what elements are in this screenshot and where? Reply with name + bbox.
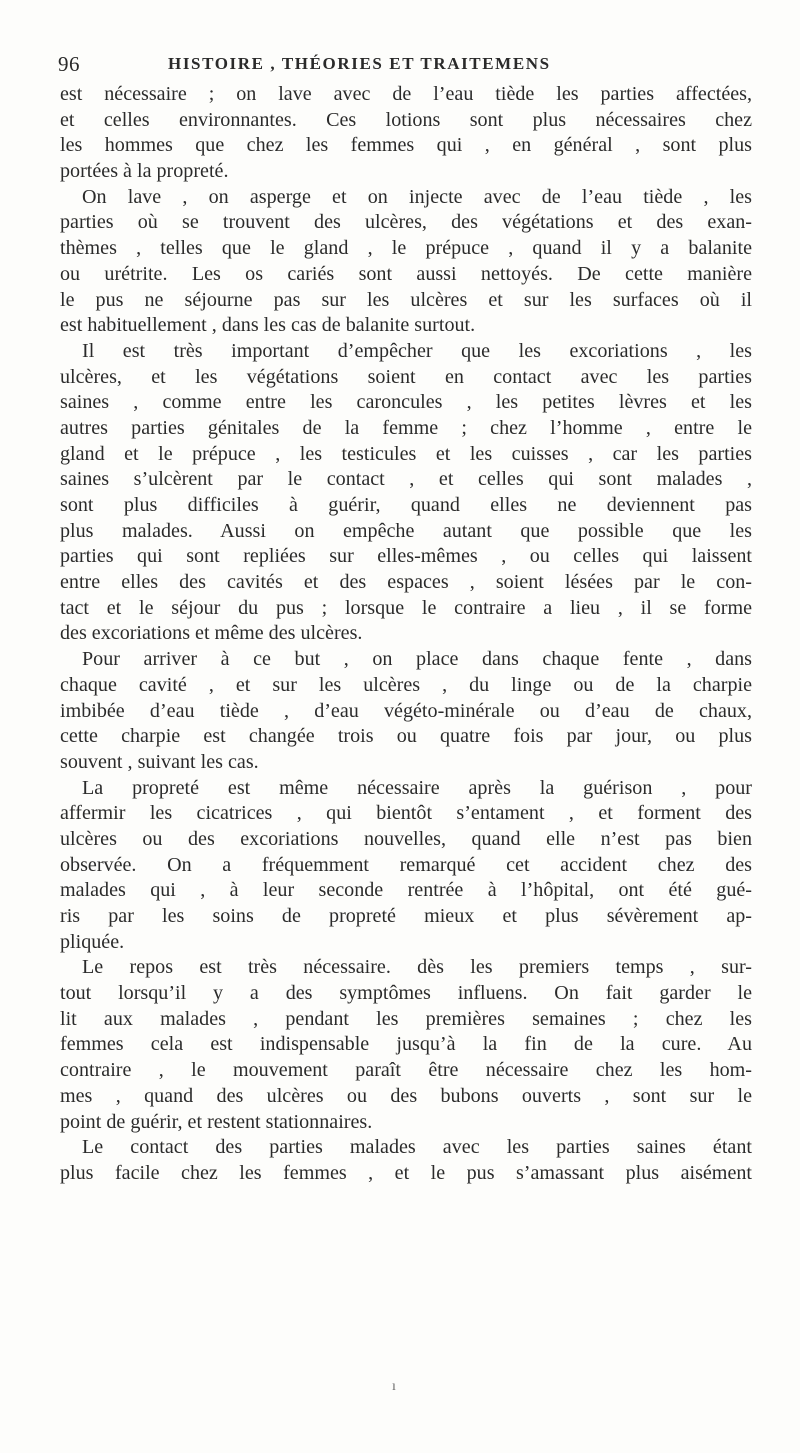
text-line: Le repos est très nécessaire. dès les premiers temps , sur- xyxy=(82,956,752,979)
text-line: tact et le séjour du pus ; lorsque le contraire a lieu , il se forme xyxy=(60,596,752,619)
text-line: pliquée. xyxy=(60,930,125,953)
text-line: les hommes que chez les femmes qui , en général , sont plus xyxy=(60,134,752,157)
text-line: ou urétrite. Les os cariés sont aussi nettoyés. De cette manière xyxy=(60,262,752,285)
text-line: cette charpie est changée trois ou quatre fois par jour, ou plus xyxy=(60,725,752,748)
text-line: plus malades. Aussi on empêche autant que possible que les xyxy=(60,519,752,542)
text-line: tout lorsqu’il y a des symptômes influens. On fait garder le xyxy=(60,982,752,1005)
text-line: imbibée d’eau tiède , d’eau végéto-minérale ou d’eau de chaux, xyxy=(60,699,752,722)
text-line: affermir les cicatrices , qui bientôt s’entament , et forment des xyxy=(60,802,752,825)
text-line: parties où se trouvent des ulcères, des végétations et des exan- xyxy=(60,211,752,234)
text-line: Le contact des parties malades avec les parties saines étant xyxy=(82,1136,752,1159)
text-line: est habituellement , dans les cas de balanite surtout. xyxy=(60,314,476,337)
page-number: 96 xyxy=(58,52,80,76)
text-line: ulcères ou des excoriations nouvelles, quand elle n’est pas bien xyxy=(60,827,752,850)
text-line: malades qui , à leur seconde rentrée à l’hôpital, ont été gué- xyxy=(60,879,752,902)
text-line: ris par les soins de propreté mieux et plus sévèrement ap- xyxy=(60,905,752,927)
text-line: portées à la propreté. xyxy=(60,160,229,183)
text-line: souvent , suivant les cas. xyxy=(60,750,259,773)
text-line: et celles environnantes. Ces lotions sont plus nécessaires chez xyxy=(60,108,752,131)
text-line: Il est très important d’empêcher que les excoriations , les xyxy=(82,339,752,362)
text-line: parties qui sont repliées sur elles-mêmes , ou celles qui laissent xyxy=(60,545,752,568)
running-title: HISTOIRE , THÉORIES ET TRAITEMENS xyxy=(168,54,551,73)
text-line: le pus ne séjourne pas sur les ulcères et sur les surfaces où il xyxy=(60,288,752,311)
text-line: femmes cela est indispensable jusqu’à la fin de la cure. Au xyxy=(60,1033,752,1056)
text-line: saines , comme entre les caroncules , les petites lèvres et les xyxy=(60,391,752,414)
text-line: sont plus difficiles à guérir, quand elles ne deviennent pas xyxy=(60,494,752,516)
text-line: On lave , on asperge et on injecte avec de l’eau tiède , les xyxy=(82,185,752,208)
text-line: ulcères, et les végétations soient en contact avec les parties xyxy=(60,365,752,388)
text-line: plus facile chez les femmes , et le pus s’amassant plus aisément xyxy=(60,1161,752,1184)
text-line: contraire , le mouvement paraît être nécessaire chez les hom- xyxy=(60,1059,752,1082)
text-line: autres parties génitales de la femme ; chez l’homme , entre le xyxy=(60,416,752,439)
text-line: Pour arriver à ce but , on place dans chaque fente , dans xyxy=(82,648,752,671)
text-line: observée. On a fréquemment remarqué cet accident chez des xyxy=(60,853,752,876)
text-line: saines s’ulcèrent par le contact , et celles qui sont malades , xyxy=(60,468,752,491)
running-head xyxy=(58,52,688,78)
text-line: entre elles des cavités et des espaces , soient lésées par le con- xyxy=(60,571,752,594)
text-line: mes , quand des ulcères ou des bubons ouverts , sont sur le xyxy=(60,1084,752,1107)
text-line: des excoriations et même des ulcères. xyxy=(60,622,363,645)
footer-mark: ı xyxy=(392,1379,396,1394)
text-line: La propreté est même nécessaire après la guérison , pour xyxy=(82,776,752,799)
body-text xyxy=(60,82,752,1187)
text-line: chaque cavité , et sur les ulcères , du linge ou de la charpie xyxy=(60,673,752,696)
text-line: thèmes , telles que le gland , le prépuce , quand il y a balanite xyxy=(60,237,752,260)
text-line: gland et le prépuce , les testicules et les cuisses , car les parties xyxy=(60,442,752,465)
text-line: point de guérir, et restent stationnaires. xyxy=(60,1110,373,1133)
text-line: est nécessaire ; on lave avec de l’eau tiède les parties affectées, xyxy=(60,83,752,105)
text-line: lit aux malades , pendant les premières semaines ; chez les xyxy=(60,1007,752,1030)
